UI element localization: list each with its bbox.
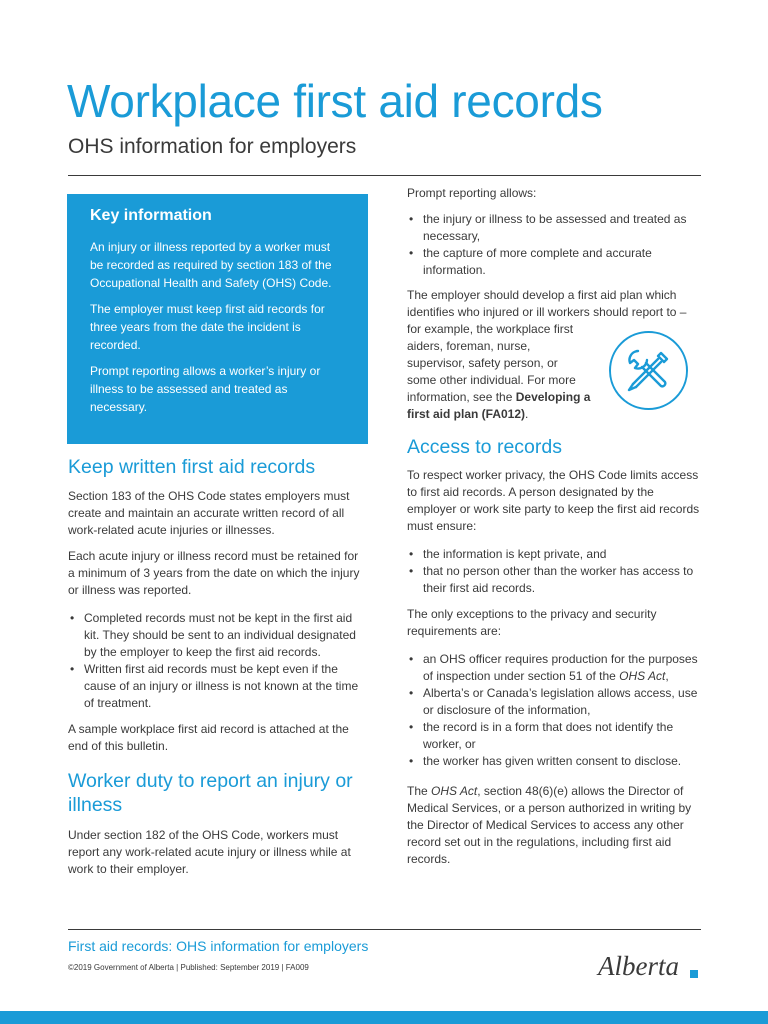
first-aid-plan-link[interactable]: first aid plan (FA012): [407, 407, 526, 421]
logo-square: [690, 970, 698, 978]
right-column: [407, 185, 705, 868]
first-aid-plan-line: some other individual. For more: [407, 373, 576, 387]
list-item: • the capture of more complete and accurate information.: [407, 245, 705, 279]
paragraph-text: The: [407, 784, 432, 798]
keep-records-paragraph-3: A sample workplace first aid record is attached at the end of this bulletin.: [68, 722, 349, 753]
footer-title: First aid records: OHS information for employers: [68, 938, 369, 954]
key-information-paragraph: An injury or illness reported by a worker must be recorded as required by section 183 of the Occupational Health and Safety (OHS) Code.: [90, 240, 332, 290]
footer-divider: [68, 929, 701, 930]
bottom-accent-bar: [0, 1011, 768, 1024]
ohs-act-reference: OHS Act: [619, 669, 666, 683]
first-aid-plan-line: supervisor, safety person, or: [407, 356, 558, 370]
first-aid-plan-lead: The employer should develop a first aid plan which identifies who injured or ill workers should report to –: [407, 288, 687, 319]
page-title: Workplace first aid records: [67, 75, 603, 127]
access-records-paragraph-2: The only exceptions to the privacy and security requirements are:: [407, 607, 657, 638]
wrench-screwdriver-icon: [609, 331, 688, 410]
access-records-paragraph-1: To respect worker privacy, the OHS Code limits access to first aid records. A person designated by the employer or work site party to keep the first aid records must ensure:: [407, 468, 700, 533]
first-aid-plan-line: [407, 389, 607, 406]
prompt-reporting-intro: Prompt reporting allows:: [407, 186, 537, 200]
list-item: • Alberta’s or Canada’s legislation allows access, use or disclosure of the information,: [407, 685, 705, 719]
list-item: • the injury or illness to be assessed and treated as necessary,: [407, 211, 705, 245]
list-item: • the information is kept private, and: [407, 546, 705, 563]
first-aid-plan-end: .: [525, 407, 529, 421]
access-records-list: [407, 546, 705, 597]
first-aid-plan-line: for example, the workplace first: [407, 322, 574, 336]
list-item: • the worker has given written consent to disclose.: [407, 753, 705, 770]
list-item-text: an OHS officer requires production for the purposes of inspection under section 51 of the: [423, 652, 698, 683]
list-item: • Completed records must not be kept in the first aid kit. They should be sent to an individual designated by the employer to keep the first aid records.: [68, 610, 368, 661]
access-records-paragraph-3: [407, 783, 705, 868]
first-aid-plan-text: information, see the: [407, 390, 516, 404]
access-records-heading: Access to records: [407, 436, 562, 458]
list-item: • the record is in a form that does not identify the worker, or: [407, 719, 705, 753]
first-aid-plan-line: aiders, foreman, nurse,: [407, 339, 531, 353]
first-aid-plan-paragraph: [407, 321, 607, 423]
list-item: • that no person other than the worker has access to their first aid records.: [407, 563, 705, 597]
list-item-text: ,: [665, 669, 669, 683]
left-column: [68, 455, 368, 878]
key-information-heading: Key information: [90, 207, 212, 224]
keep-records-paragraph-1: Section 183 of the OHS Code states employers must create and maintain an accurate written record of all work-related acute injuries or illnesses.: [68, 489, 350, 537]
footer-copyright: ©2019 Government of Alberta | Published: September 2019 | FA009: [68, 963, 309, 972]
exceptions-list: [407, 651, 705, 770]
page-subtitle: OHS information for employers: [68, 135, 357, 158]
worker-duty-heading: Worker duty to report an injury or illness: [68, 770, 353, 816]
keep-records-list: [68, 610, 368, 712]
first-aid-plan-line: [407, 406, 607, 423]
keep-records-paragraph-2: Each acute injury or illness record must be retained for a minimum of 3 years from the date on which the injury or illness was reported.: [68, 549, 360, 597]
alberta-logo: Alberta: [598, 951, 679, 981]
list-item: • Written first aid records must be kept even if the cause of an injury or illness is not known at the time of treatment.: [68, 661, 368, 712]
worker-duty-paragraph: Under section 182 of the OHS Code, workers must report any work-related acute injury or illness while at work to their employer.: [68, 828, 351, 876]
key-information-paragraph: Prompt reporting allows a worker’s injury or illness to be assessed and treated as necessary.: [90, 364, 321, 414]
ohs-act-reference: OHS Act: [431, 784, 478, 798]
prompt-reporting-list: [407, 211, 705, 279]
list-item: [407, 651, 705, 685]
key-information-paragraph: The employer must keep first aid records for three years from the date the incident is recorded.: [90, 302, 325, 352]
paragraph-text: , section 48(6)(e) allows the Director of Medical Services, or a person authorized in writing by the Director of Medical Services to access any other record set out in the regulations, including first aid records.: [407, 784, 692, 866]
key-information-box: [67, 194, 368, 444]
first-aid-plan-link[interactable]: Developing a: [515, 390, 591, 404]
header-divider: [68, 175, 701, 176]
keep-records-heading: Keep written first aid records: [68, 456, 316, 478]
